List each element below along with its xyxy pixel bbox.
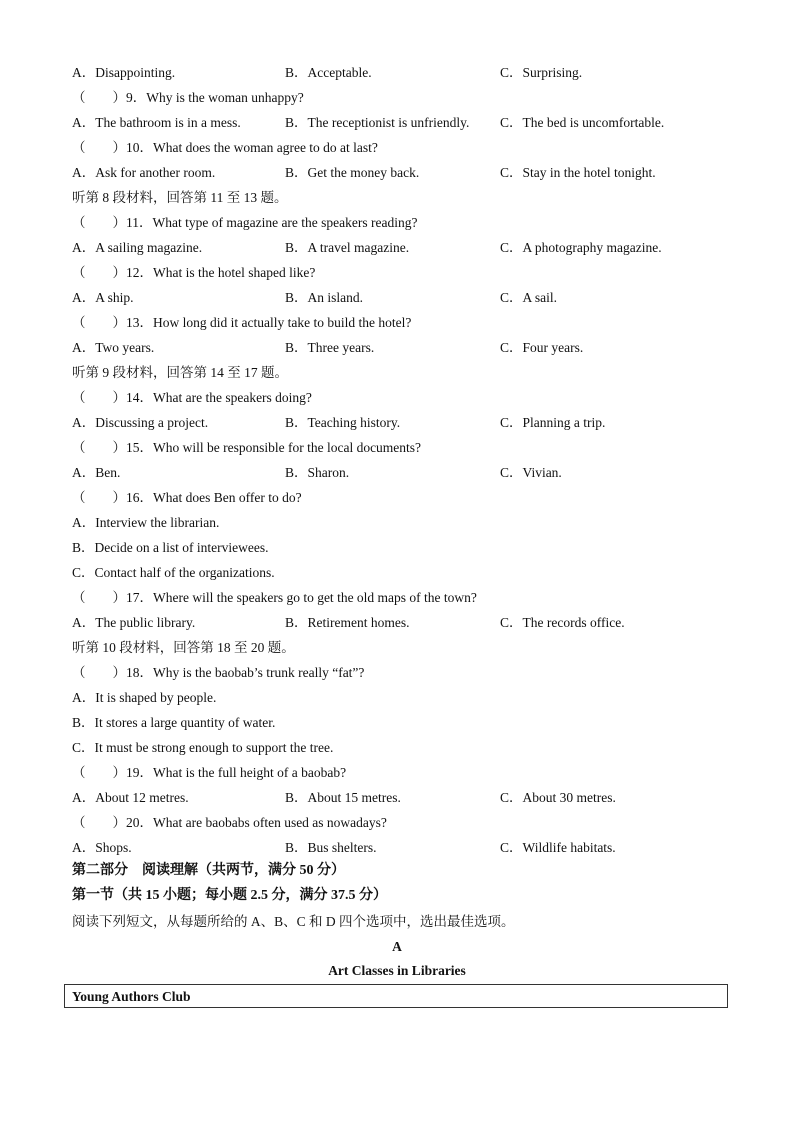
option-c: C．Stay in the hotel tonight. xyxy=(500,165,656,180)
option-a: A．Shops. xyxy=(72,840,132,855)
question-line: （ ）18．Why is the baobab’s trunk really “fat”? xyxy=(72,665,365,680)
option-c: C．Wildlife habitats. xyxy=(500,840,616,855)
question-line: B．Decide on a list of interviewees. xyxy=(72,540,269,555)
question-line: A．It is shaped by people. xyxy=(72,690,217,705)
option-b: B．Retirement homes. xyxy=(285,615,410,630)
option-c: C．A sail. xyxy=(500,290,558,305)
option-a: A．Ben. xyxy=(72,465,121,480)
option-a: A．Discussing a project. xyxy=(72,415,209,430)
option-b: B．Sharon. xyxy=(285,465,350,480)
option-c: C．The bed is uncomfortable. xyxy=(500,115,665,130)
part-two-title: 第二部分 阅读理解（共两节，满分 50 分） xyxy=(72,863,345,878)
question-line: A．Interview the librarian. xyxy=(72,515,220,530)
question-line: 听第 9 段材料，回答第 14 至 17 题。 xyxy=(72,365,288,380)
question-line: （ ）20．What are baobabs often used as nowadays? xyxy=(72,815,387,830)
option-c: C．Vivian. xyxy=(500,465,562,480)
option-b: B．Get the money back. xyxy=(285,165,420,180)
option-b: B．A travel magazine. xyxy=(285,240,410,255)
option-b: B．The receptionist is unfriendly. xyxy=(285,115,470,130)
option-b: B．About 15 metres. xyxy=(285,790,401,805)
option-a: A．The public library. xyxy=(72,615,196,630)
option-c: C．About 30 metres. xyxy=(500,790,616,805)
question-line: （ ）15．Who will be responsible for the local documents? xyxy=(72,440,422,455)
question-line: （ ）13．How long did it actually take to build the hotel? xyxy=(72,315,412,330)
option-a: A．Two years. xyxy=(72,340,155,355)
question-line: （ ）12．What is the hotel shaped like? xyxy=(72,265,316,280)
question-line: （ ）10．What does the woman agree to do at last? xyxy=(72,140,378,155)
option-b: B．Teaching history. xyxy=(285,415,401,430)
option-b: B．Acceptable. xyxy=(285,65,372,80)
question-line: 听第 10 段材料，回答第 18 至 20 题。 xyxy=(72,640,295,655)
section-one-title: 第一节（共 15 小题；每小题 2.5 分，满分 37.5 分） xyxy=(72,888,387,903)
question-line: （ ）14．What are the speakers doing? xyxy=(72,390,312,405)
passage-letter: A xyxy=(392,939,402,954)
young-authors-club-box xyxy=(64,984,728,1008)
option-a: A．A ship. xyxy=(72,290,134,305)
option-a: A．About 12 metres. xyxy=(72,790,189,805)
question-line: C．Contact half of the organizations. xyxy=(72,565,275,580)
option-c: C．Planning a trip. xyxy=(500,415,606,430)
passage-title: Art Classes in Libraries xyxy=(328,963,466,978)
option-a: A．Disappointing. xyxy=(72,65,176,80)
question-line: B．It stores a large quantity of water. xyxy=(72,715,276,730)
option-c: C．A photography magazine. xyxy=(500,240,662,255)
option-b: B．An island. xyxy=(285,290,364,305)
option-b: B．Bus shelters. xyxy=(285,840,377,855)
question-line: （ ）16．What does Ben offer to do? xyxy=(72,490,302,505)
option-c: C．Four years. xyxy=(500,340,584,355)
question-line: （ ）9．Why is the woman unhappy? xyxy=(72,90,304,105)
option-a: A．Ask for another room. xyxy=(72,165,216,180)
question-line: （ ）19．What is the full height of a baobab? xyxy=(72,765,347,780)
box-label: Young Authors Club xyxy=(72,989,191,1004)
option-a: A．A sailing magazine. xyxy=(72,240,203,255)
question-line: （ ）11．What type of magazine are the speakers reading? xyxy=(72,215,418,230)
question-line: （ ）17．Where will the speakers go to get the old maps of the town? xyxy=(72,590,477,605)
option-b: B．Three years. xyxy=(285,340,375,355)
option-c: C．The records office. xyxy=(500,615,625,630)
reading-instruction: 阅读下列短文，从每题所给的 A、B、C 和 D 四个选项中，选出最佳选项。 xyxy=(72,914,515,929)
question-line: 听第 8 段材料，回答第 11 至 13 题。 xyxy=(72,190,288,205)
option-a: A．The bathroom is in a mess. xyxy=(72,115,241,130)
question-line: C．It must be strong enough to support the tree. xyxy=(72,740,334,755)
option-c: C．Surprising. xyxy=(500,65,583,80)
